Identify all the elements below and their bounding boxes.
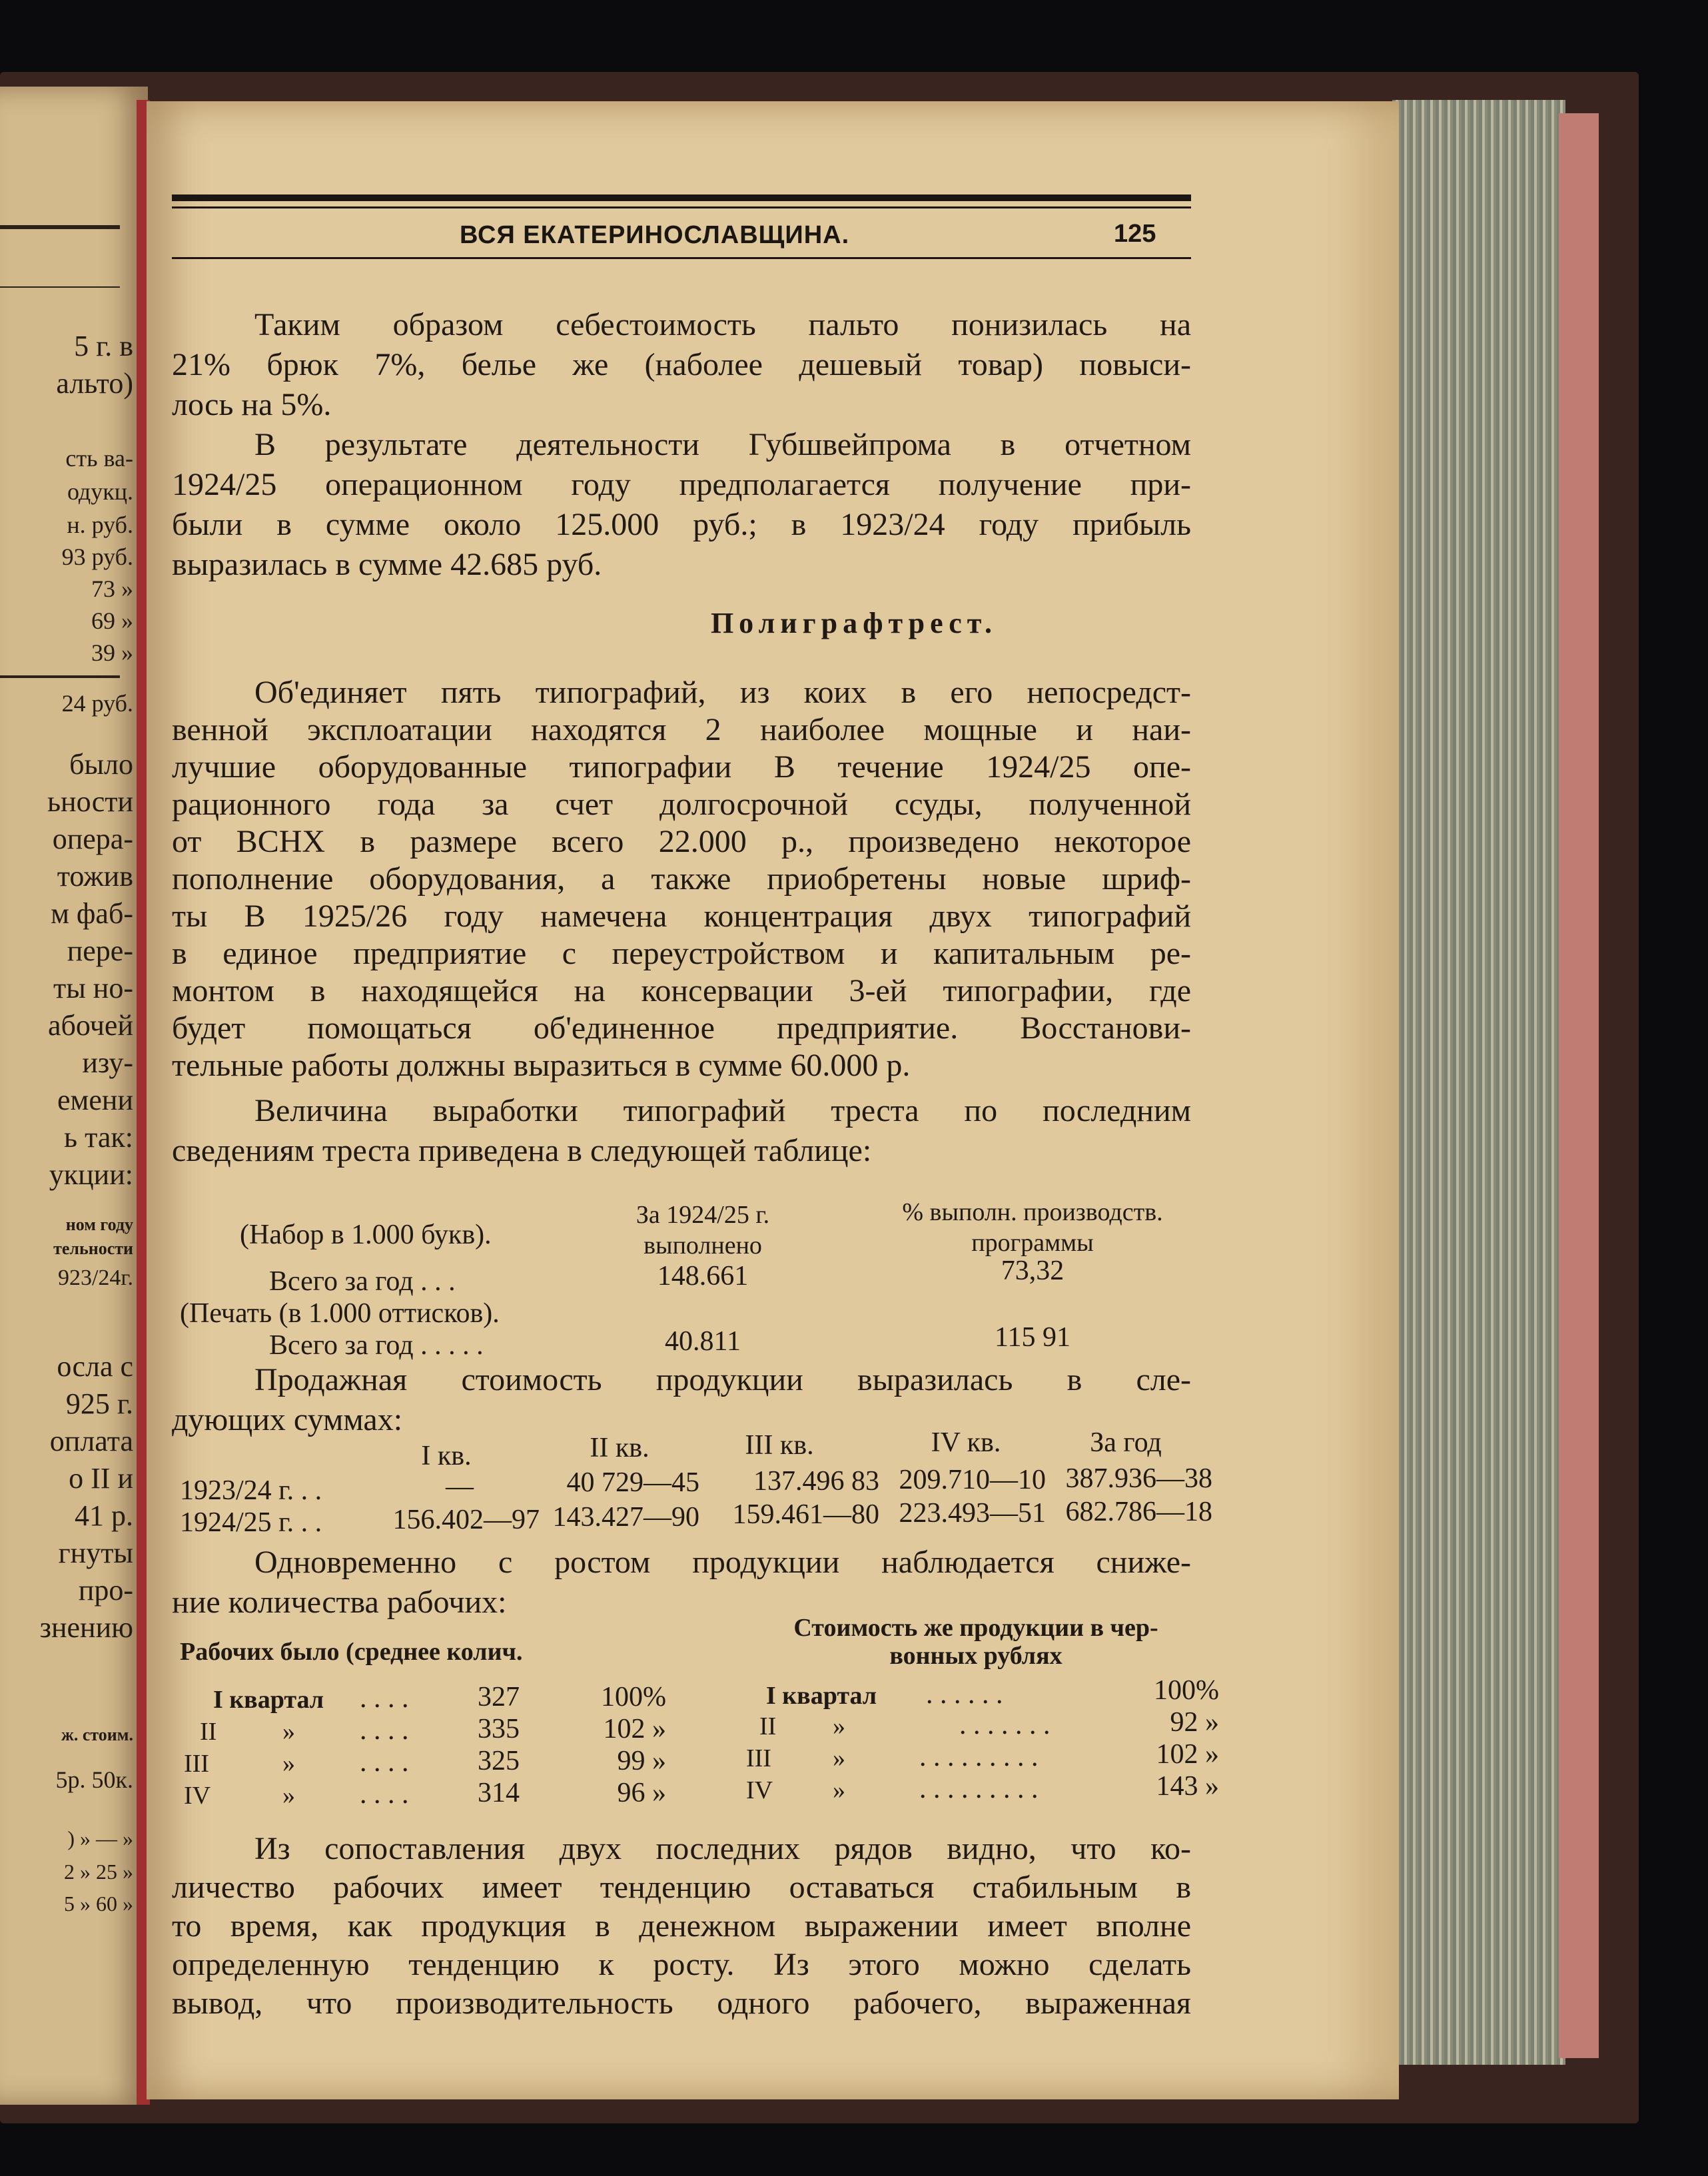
- table3-value-header: вонных рублях: [889, 1642, 1063, 1670]
- paragraph-line: выразилась в сумме 42.685 руб.: [172, 547, 602, 582]
- table1-output-header: выполнено: [643, 1232, 762, 1260]
- table3-value-label: II: [759, 1712, 777, 1740]
- table2-header: I кв.: [421, 1441, 472, 1471]
- left-page-text: 2 » 25 »: [64, 1860, 133, 1884]
- left-page-text: пере-: [67, 934, 133, 967]
- paragraph-line: лось на 5%.: [172, 387, 332, 422]
- table3-workers-label: III: [184, 1750, 209, 1778]
- table3-workers-mark: »: [282, 1782, 295, 1810]
- left-page-text: изу-: [82, 1046, 133, 1079]
- table3-value-pct: 102 »: [1156, 1739, 1219, 1770]
- paragraph-line: то время, как продукция в денежном выражении имеет вполне: [172, 1908, 1191, 1944]
- table3-value-label: III: [746, 1744, 771, 1772]
- table2-cell: 223.493—51: [899, 1498, 1046, 1529]
- table1-percent-header: программы: [971, 1229, 1094, 1257]
- table1-group-label: (Набор в 1.000 букв).: [240, 1220, 492, 1250]
- table3-workers-label: I квартал: [213, 1686, 324, 1714]
- page-edges: [1392, 100, 1565, 2065]
- table3-value-mark: »: [833, 1776, 845, 1804]
- left-page-text: ) » — »: [67, 1826, 133, 1850]
- left-page-rule: [0, 225, 120, 229]
- paragraph-line: ние количества рабочих:: [172, 1585, 507, 1620]
- paragraph-line: от ВСНХ в размере всего 22.000 р., произведено некоторое: [172, 824, 1191, 859]
- table2-cell: 159.461—80: [732, 1499, 879, 1530]
- left-page-text: тожив: [57, 860, 133, 893]
- left-page-text: ном году: [65, 1215, 133, 1234]
- left-page-text: одукц.: [67, 478, 133, 505]
- paragraph-line: определенную тенденцию к росту. Из этого можно сделать: [172, 1947, 1191, 1982]
- left-page-text: н. руб.: [67, 512, 133, 538]
- left-page-text: 5р. 50к.: [55, 1766, 133, 1793]
- table3-workers-count: 327: [478, 1682, 520, 1712]
- left-page-text: ь так:: [64, 1121, 133, 1154]
- table1-output-header: За 1924/25 г.: [636, 1201, 770, 1229]
- table2-header: IV кв.: [931, 1427, 1001, 1458]
- paragraph-line: пополнение оборудования, а также приобретены новые шриф-: [172, 861, 1191, 897]
- table3-workers-dots: . . . .: [360, 1683, 409, 1714]
- left-page-text: тельности: [53, 1239, 133, 1258]
- paragraph-line: 21% брюк 7%, белье же (наболее дешевый товар) повыси-: [172, 347, 1191, 382]
- left-page-text: ьности: [47, 785, 133, 818]
- table3-value-header: Стоимость же продукции в чер-: [793, 1614, 1158, 1642]
- table3-value-dots: . . . . . . . . .: [919, 1742, 1039, 1772]
- left-page-text: 69 »: [91, 607, 133, 634]
- page-number: 125: [1114, 220, 1156, 248]
- left-page-text: м фаб-: [51, 897, 133, 930]
- paragraph-line: рационного года за счет долгосрочной ссуды, полученной: [172, 787, 1191, 822]
- table3-workers-mark: »: [282, 1718, 295, 1746]
- left-page-text: 923/24г.: [57, 1266, 133, 1290]
- table3-value-dots: . . . . . .: [926, 1679, 1003, 1710]
- table3-workers-label: IV: [184, 1782, 211, 1810]
- table3-workers-count: 314: [478, 1778, 520, 1808]
- paragraph-line: Об'единяет пять типографий, из коих в его непосредст-: [254, 675, 1191, 710]
- table3-workers-dots: . . . .: [360, 1747, 409, 1778]
- left-page-text: 5 » 60 »: [64, 1892, 133, 1916]
- table2-cell: 143.427—90: [552, 1502, 699, 1533]
- left-page-text: гнуты: [58, 1537, 133, 1569]
- header-rule-bottom: [172, 257, 1191, 259]
- left-page-text: альто): [56, 367, 133, 400]
- paragraph-line: Из сопоставления двух последних рядов видно, что ко-: [254, 1831, 1191, 1866]
- paragraph-line: монтом в находящейся на консервации 3-ей типографии, где: [172, 973, 1191, 1008]
- table2-cell: 137.496 83: [753, 1466, 879, 1497]
- left-page-text: укции:: [49, 1158, 133, 1191]
- left-page-text: ж. стоим.: [61, 1725, 133, 1744]
- paragraph-line: Одновременно с ростом продукции наблюдается сниже-: [254, 1545, 1191, 1580]
- header-rule-top: [172, 194, 1191, 201]
- left-page-rule: [0, 286, 120, 288]
- table1-row-label: Всего за год . . . . .: [269, 1330, 484, 1361]
- table2-cell: 682.786—18: [1065, 1497, 1212, 1527]
- table3-workers-pct: 99 »: [617, 1746, 666, 1776]
- left-page-text: 925 г.: [65, 1387, 133, 1420]
- paragraph-line: Продажная стоимость продукции выразилась в сле-: [254, 1362, 1191, 1397]
- header-rule-top-thin: [172, 206, 1191, 208]
- table3-value-pct: 100%: [1154, 1675, 1219, 1706]
- table1-output-value: 148.661: [657, 1261, 749, 1291]
- left-page-text: про-: [78, 1574, 133, 1607]
- table1-output-value: 40.811: [665, 1326, 741, 1357]
- running-header-title: ВСЯ ЕКАТЕРИНОСЛАВЩИНА.: [460, 221, 850, 249]
- table1-percent-value: 115 91: [995, 1322, 1070, 1353]
- left-page-text: емени: [57, 1084, 133, 1116]
- left-page-text: оплата: [49, 1425, 133, 1457]
- left-page-text: о II и: [69, 1462, 133, 1495]
- paragraph-line: 1924/25 операционном году предполагается получение при-: [172, 467, 1191, 502]
- table3-value-pct: 92 »: [1170, 1707, 1219, 1738]
- table1-row-label: Всего за год . . .: [269, 1266, 456, 1297]
- table3-workers-label: II: [200, 1718, 217, 1746]
- paragraph-line: лучшие оборудованные типографии В течение 1924/25 опе-: [172, 749, 1191, 785]
- paragraph-line: ты В 1925/26 году намечена концентрация двух типографий: [172, 899, 1191, 934]
- paragraph-line: дующих суммах:: [172, 1402, 403, 1437]
- book-cover-edge: [1559, 113, 1599, 2058]
- table3-workers-pct: 102 »: [603, 1714, 666, 1744]
- paragraph-line: тельные работы должны выразиться в сумме 60.000 р.: [172, 1048, 911, 1083]
- paragraph-line: венной эксплоатации находятся 2 наиболее мощные и наи-: [172, 712, 1191, 747]
- paragraph-line: были в сумме около 125.000 руб.; в 1923/24 году прибыль: [172, 507, 1191, 542]
- left-page-text: знению: [39, 1611, 133, 1644]
- left-page-text: опера-: [52, 823, 133, 855]
- table2-row-label: 1924/25 г. . .: [180, 1507, 322, 1538]
- table2-header: II кв.: [590, 1433, 649, 1463]
- table3-workers-count: 335: [478, 1714, 520, 1744]
- section-heading: Полиграфтрест.: [710, 607, 998, 639]
- table2-row-label: 1923/24 г. . .: [180, 1475, 322, 1506]
- table3-workers-mark: »: [282, 1750, 295, 1778]
- table2-cell: 209.710—10: [899, 1465, 1046, 1495]
- left-page-text: 5 г. в: [74, 330, 133, 362]
- table3-workers-header: Рабочих было (среднее колич.: [180, 1638, 523, 1666]
- paragraph-line: в единое предприятие с переустройством и капитальным ре-: [172, 936, 1191, 971]
- table3-value-mark: »: [833, 1712, 845, 1740]
- left-page-text: 93 руб.: [61, 544, 133, 570]
- paragraph-line: вывод, что производительность одного рабочего, выраженная: [172, 1986, 1191, 2021]
- table3-value-label: I квартал: [766, 1682, 877, 1710]
- left-page-rule: [0, 675, 120, 678]
- table3-value-label: IV: [746, 1776, 773, 1804]
- left-page-text: 73 »: [91, 575, 133, 602]
- left-page-fragment: [0, 87, 148, 2105]
- table3-workers-pct: 100%: [601, 1682, 666, 1712]
- left-page-text: абочей: [48, 1009, 133, 1042]
- left-page-text: 39 »: [91, 639, 133, 666]
- table1-percent-value: 73,32: [1001, 1256, 1065, 1286]
- table1-percent-header: % выполн. производств.: [902, 1198, 1163, 1226]
- left-page-text: было: [69, 748, 133, 781]
- table2-header: III кв.: [745, 1430, 814, 1461]
- left-page-text: осла с: [57, 1350, 133, 1383]
- table3-value-dots: . . . . . . . . .: [919, 1774, 1039, 1804]
- left-page-text: 24 руб.: [61, 690, 133, 717]
- table2-cell: —: [446, 1471, 474, 1502]
- paragraph-line: Величина выработки типографий треста по последним: [254, 1093, 1191, 1128]
- table3-workers-pct: 96 »: [617, 1778, 666, 1808]
- table2-cell: 387.936—38: [1065, 1463, 1212, 1494]
- table2-cell: 156.402—97: [392, 1505, 540, 1535]
- table2-header: За год: [1090, 1427, 1162, 1458]
- table2-cell: 40 729—45: [566, 1467, 699, 1498]
- table3-value-dots: . . . . . . .: [959, 1710, 1051, 1740]
- paragraph-line: В результате деятельности Губшвейпрома в отчетном: [254, 427, 1191, 462]
- table3-workers-dots: . . . .: [360, 1779, 409, 1810]
- left-page-text: сть ва-: [65, 445, 133, 472]
- table3-workers-dots: . . . .: [360, 1715, 409, 1746]
- table3-value-pct: 143 »: [1156, 1771, 1219, 1802]
- left-page-text: ты но-: [53, 972, 133, 1004]
- left-page-text: 41 р.: [75, 1499, 133, 1532]
- paragraph-line: личество рабочих имеет тенденцию оставаться стабильным в: [172, 1870, 1191, 1905]
- paragraph-line: сведениям треста приведена в следующей таблице:: [172, 1133, 872, 1168]
- table3-value-mark: »: [833, 1744, 845, 1772]
- table3-workers-count: 325: [478, 1746, 520, 1776]
- paragraph-line: Таким образом себестоимость пальто понизилась на: [254, 307, 1191, 342]
- table1-group-label: (Печать (в 1.000 оттисков).: [180, 1298, 500, 1329]
- paragraph-line: будет помощаться об'единенное предприятие. Восстанови-: [172, 1010, 1191, 1046]
